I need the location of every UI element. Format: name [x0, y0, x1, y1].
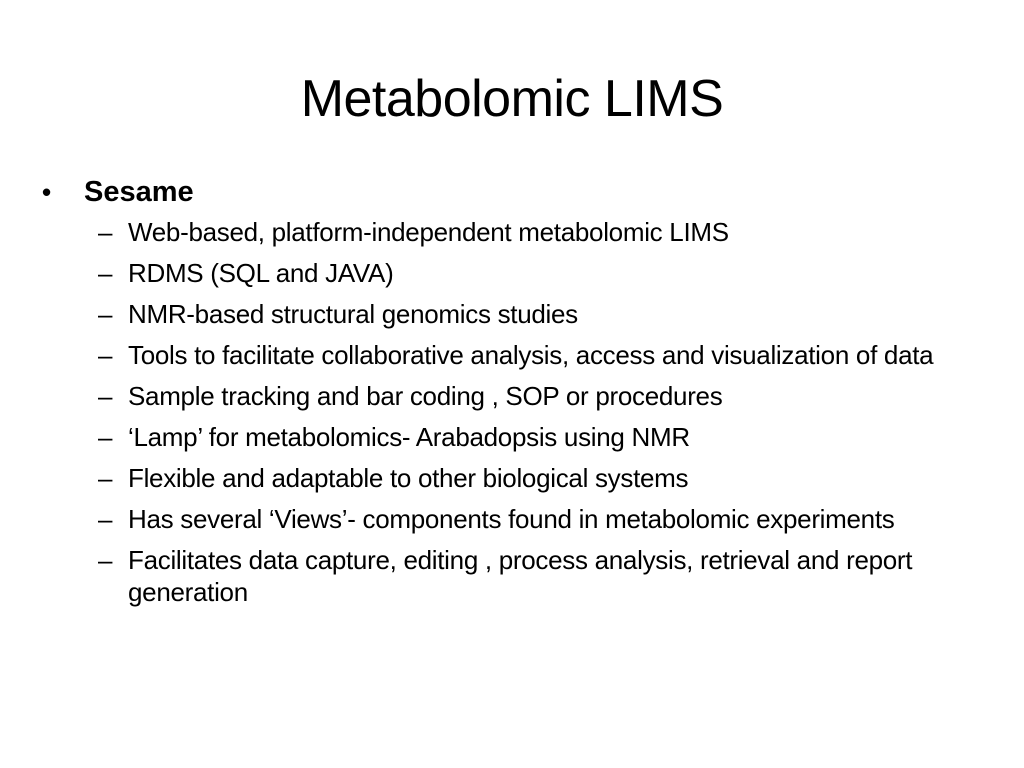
bullet-row — [40, 172, 990, 212]
sub-item — [98, 421, 990, 453]
sub-item-text: Sample tracking and bar coding , SOP or procedures — [128, 381, 723, 411]
bullet-item — [40, 172, 990, 608]
sub-list — [40, 216, 990, 608]
sub-item — [98, 544, 990, 608]
dash-icon: – — [98, 545, 113, 575]
sub-item — [98, 462, 990, 494]
dash-icon: – — [98, 422, 113, 452]
sub-item — [98, 380, 990, 412]
sub-item-text: NMR-based structural genomics studies — [128, 299, 578, 329]
sub-item-text: Tools to facilitate collaborative analysis, access and visualization of data — [128, 340, 934, 370]
sub-item — [98, 339, 990, 371]
sub-item-text: ‘Lamp’ for metabolomics- Arabadopsis using NMR — [128, 422, 690, 452]
bullet-heading: Sesame — [84, 176, 194, 208]
bullet-dot-icon: • — [42, 177, 52, 207]
dash-icon: – — [98, 504, 113, 534]
dash-icon: – — [98, 299, 113, 329]
sub-item-text: Facilitates data capture, editing , process analysis, retrieval and report generation — [128, 545, 913, 607]
sub-item-text: RDMS (SQL and JAVA) — [128, 258, 394, 288]
sub-item — [98, 216, 990, 248]
dash-icon: – — [98, 258, 113, 288]
sub-item-text: Has several ‘Views’- components found in metabolomic experiments — [128, 504, 895, 534]
sub-item-text: Flexible and adaptable to other biological systems — [128, 463, 689, 493]
sub-item — [98, 298, 990, 330]
sub-item — [98, 503, 990, 535]
dash-icon: – — [98, 217, 113, 247]
sub-item — [98, 257, 990, 289]
dash-icon: – — [98, 340, 113, 370]
sub-item-text: Web-based, platform-independent metabolomic LIMS — [128, 217, 729, 247]
dash-icon: – — [98, 381, 113, 411]
slide-title: Metabolomic LIMS — [300, 70, 724, 128]
dash-icon: – — [98, 463, 113, 493]
bullet-list — [40, 172, 990, 617]
